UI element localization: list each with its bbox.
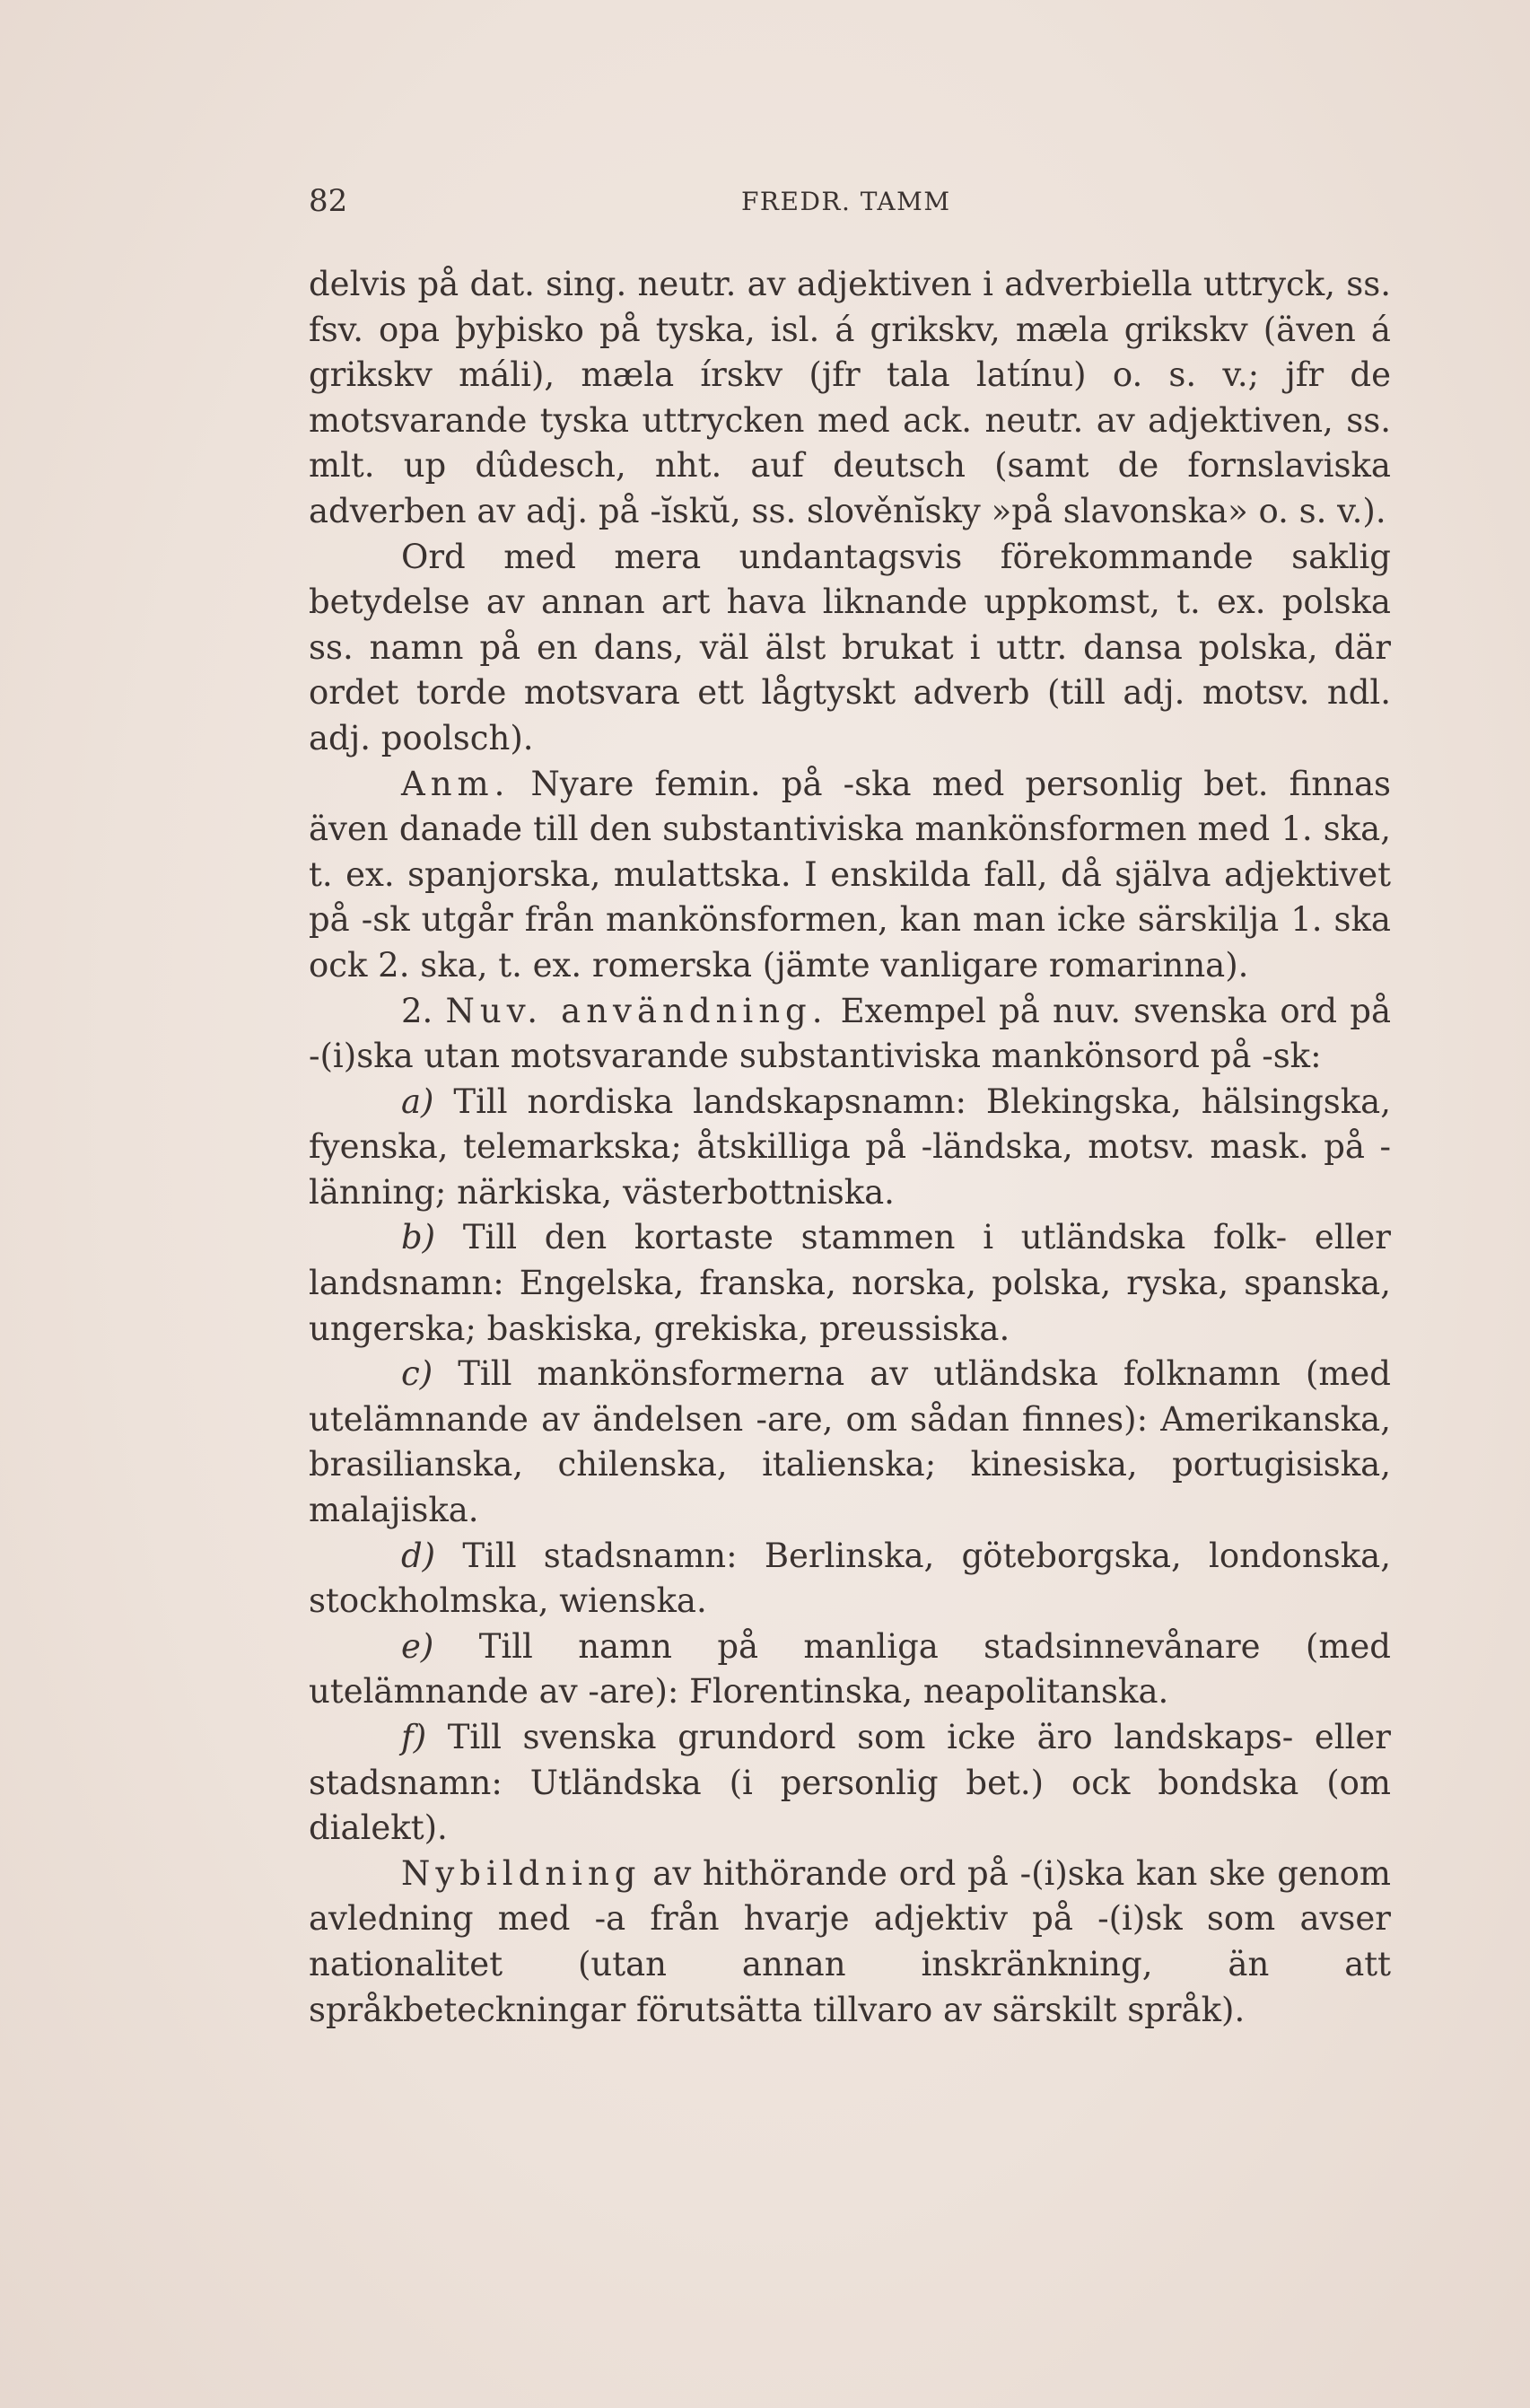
list-item-f (309, 1715, 1391, 1852)
list-item-c (309, 1352, 1391, 1533)
paragraph-text: Till svenska grundord som icke äro landskaps- eller stadsnamn: Utländska (i personlig bet.) ock bondska (om dialekt). (309, 1718, 1391, 1848)
section-2-heading-paragraph (309, 989, 1391, 1080)
paragraph-text: Till mankönsformerna av utländska folknamn (med utelämnande av ändelsen -are, om sådan finnes): Amerikanska, brasilianska, chilenska, italienska; kinesiska, portugisiska, malajiska. (309, 1354, 1391, 1530)
paragraph-text: Exempel på nuv. svenska ord på -(i)ska utan motsvarande substantiviska mankönsord på -sk: (309, 991, 1391, 1076)
note-paragraph (309, 762, 1391, 989)
page-number: 82 (309, 183, 348, 219)
list-marker: e) (401, 1626, 434, 1666)
paragraph-text: av hithörande ord på -(i)ska kan ske genom avledning med -a från hvarje adjektiv på -(i)sk som avser nationalitet (utan annan inskränkning, än att språkbeteckningar förutsätta tillvaro av särskilt språk). (309, 1853, 1391, 2029)
list-item-b (309, 1215, 1391, 1352)
paragraph-1 (309, 262, 1391, 535)
list-item-e (309, 1624, 1391, 1715)
list-marker: a) (401, 1081, 434, 1121)
paragraph-text: Ord med mera undantagsvis förekommande saklig betydelse av annan art hava liknande uppkomst, t. ex. polska ss. namn på en dans, väl älst brukat i uttr. dansa polska, där ordet torde motsvara ett lågtyskt adverb (till adj. motsv. ndl. adj. poolsch). (309, 537, 1391, 757)
body-text (309, 262, 1391, 2033)
note-label: Anm. (401, 764, 511, 803)
list-item-a (309, 1080, 1391, 1216)
list-marker: f) (401, 1718, 427, 1756)
paragraph-nybildning (309, 1852, 1391, 2033)
paragraph-2 (309, 535, 1391, 762)
paragraph-text: Till den kortaste stammen i utländska folk- eller landsnamn: Engelska, franska, norska, polska, ryska, spanska, ungerska; baskiska, grekiska, preussiska. (309, 1218, 1391, 1348)
paragraph-text: Till stadsnamn: Berlinska, göteborgska, londonska, stockholmska, wienska. (309, 1536, 1391, 1621)
section-label: Nuv. användning. (445, 991, 828, 1030)
list-marker: c) (401, 1354, 433, 1394)
paragraph-text: delvis på dat. sing. neutr. av adjektiven i adverbiella uttryck, ss. fsv. opa þyþisko på tyska, isl. á grikskv, mæla grikskv (även á grikskv máli), mæla írskv (jfr tala latínu) o. s. v.; jfr de motsvarande tyska uttrycken med ack. neutr. av adjektiven, ss. mlt. up dûdesch, nht. auf deutsch (samt de fornslaviska adverben av adj. på -ĭskŭ, ss. slověnĭsky »på slavonska» o. s. v.). (309, 265, 1391, 530)
list-item-d (309, 1534, 1391, 1624)
paragraph-text: Till namn på manliga stadsinnevånare (med utelämnande av -are): Florentinska, neapolitanska. (309, 1626, 1391, 1712)
list-marker: d) (401, 1536, 436, 1575)
paragraph-text: Till nordiska landskapsnamn: Blekingska, hälsingska, fyenska, telemarkska; åtskilliga på -ländska, motsv. mask. på -länning; närkiska, västerbottniska. (309, 1081, 1391, 1212)
section-number: 2. (401, 991, 433, 1030)
paragraph-label: Nybildning (401, 1853, 642, 1893)
paragraph-text: Nyare femin. på -ska med personlig bet. finnas även danade till den substantiviska mankönsformen med 1. ska, t. ex. spanjorska, mulattska. I enskilda fall, då själva adjektivet på -sk utgår från mankönsformen, kan man icke särskilja 1. ska ock 2. ska, t. ex. romerska (jämte vanligare romarinna). (309, 764, 1391, 985)
running-head: FREDR. TAMM (741, 187, 951, 216)
page-header (309, 183, 1386, 233)
list-marker: b) (401, 1218, 436, 1257)
